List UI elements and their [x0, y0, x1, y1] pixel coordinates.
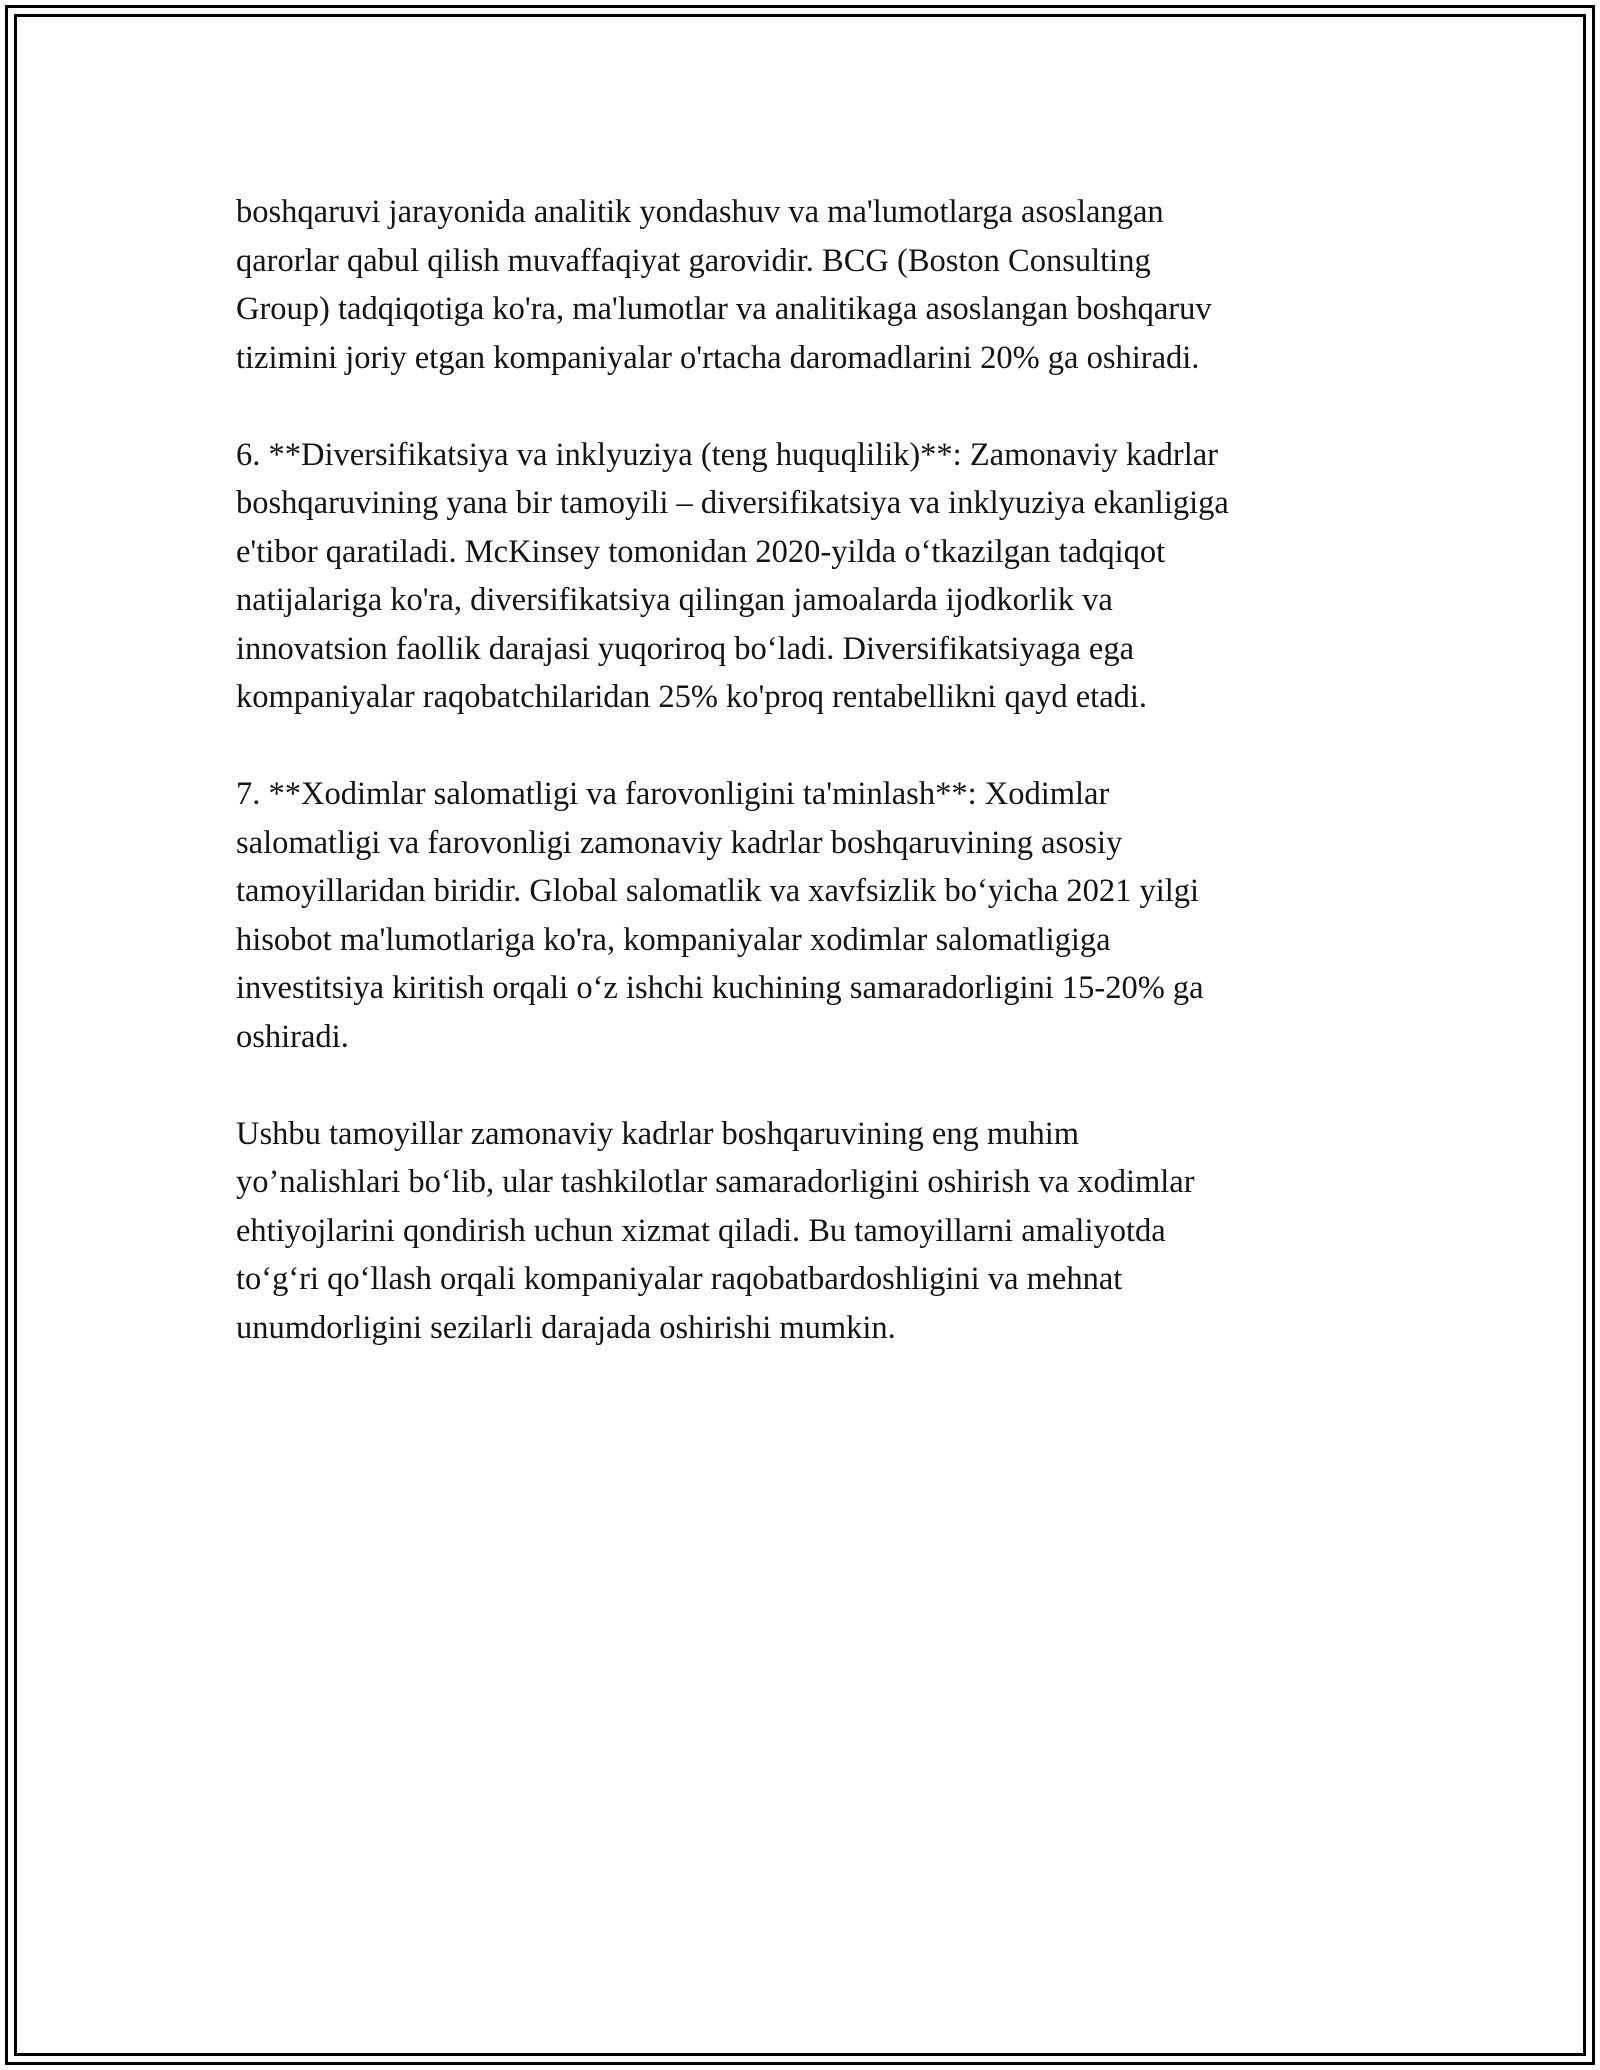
paragraph-diversity-inclusion: 6. **Diversifikatsiya va inklyuziya (teng huquqlilik)**: Zamonaviy kadrlar boshqaruvining yana bir tamoyili – diversifikatsiya va inklyuziya ekanligiga e'tibor qaratiladi. McKinsey tomonidan 2020-yilda o‘tkazilgan tadqiqot natijalariga ko'ra, diversifikatsiya qilingan jamoalarda ijodkorlik va innovatsion faollik darajasi yuqoriroq bo‘ladi. Diversifikatsiyaga ega kompaniyalar raqobatchilaridan 25% ko'proq rentabellikni qayd etadi. [236, 436, 1229, 715]
paragraph-data-driven-management: boshqaruvi jarayonida analitik yondashuv va ma'lumotlarga asoslangan qarorlar qabul qilish muvaffaqiyat garovidir. BCG (Boston Consulting Group) tadqiqotiga ko'ra, ma'lumotlar va analitikaga asoslangan boshqaruv tizimini joriy etgan kompaniyalar o'rtacha daromadlarini 20% ga oshiradi. [236, 194, 1212, 376]
document-body [236, 188, 1366, 1401]
paragraph-conclusion: Ushbu tamoyillar zamonaviy kadrlar boshqaruvining eng muhim yo’nalishlari bo‘lib, ular tashkilotlar samaradorligini oshirish va xodimlar ehtiyojlarini qondirish uchun xizmat qiladi. Bu tamoyillarni amaliyotda to‘g‘ri qo‘llash orqali kompaniyalar raqobatbardoshligini va mehnat unumdorligini sezilarli darajada oshirishi mumkin. [236, 1115, 1195, 1346]
paragraph-employee-wellbeing: 7. **Xodimlar salomatligi va farovonligini ta'minlash**: Xodimlar salomatligi va farovonligi zamonaviy kadrlar boshqaruvining asosiy tamoyillaridan biridir. Global salomatlik va xavfsizlik bo‘yicha 2021 yilgi hisobot ma'lumotlariga ko'ra, kompaniyalar xodimlar salomatligiga investitsiya kiritish orqali o‘z ishchi kuchining samaradorligini 15-20% ga oshiradi. [236, 776, 1204, 1055]
